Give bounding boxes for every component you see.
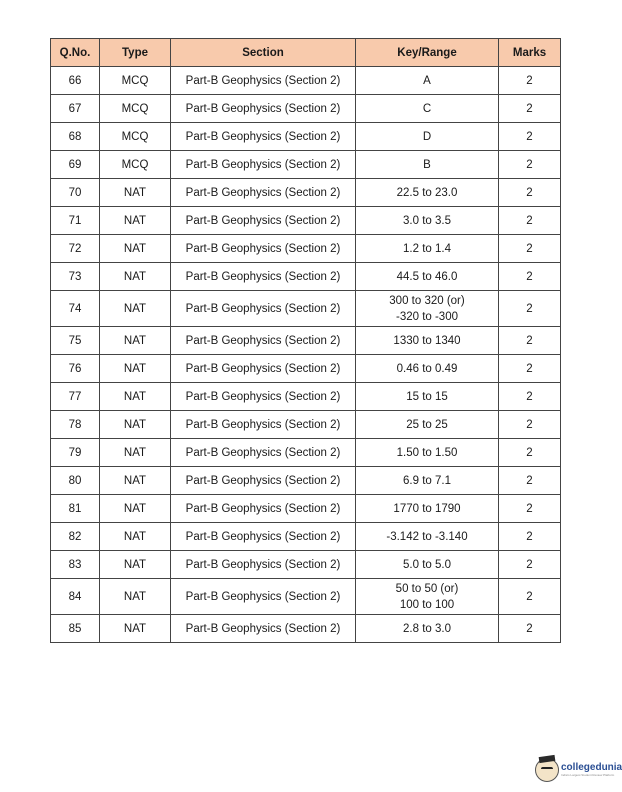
cell-type: NAT	[100, 235, 171, 263]
table-row	[51, 467, 561, 495]
cell-key-range	[356, 179, 499, 207]
table-row	[51, 207, 561, 235]
key-range-line: B	[423, 158, 431, 171]
key-range-line: 1330 to 1340	[393, 334, 461, 347]
cell-qno: 67	[51, 95, 100, 123]
logo-tagline: India's Largest Student Review Platform	[561, 773, 615, 777]
cell-type: MCQ	[100, 67, 171, 95]
cell-type: MCQ	[100, 151, 171, 179]
table-row	[51, 123, 561, 151]
table-header-row	[51, 39, 561, 67]
key-range-line: 1.50 to 1.50	[396, 446, 458, 459]
header-key-range: Key/Range	[356, 39, 499, 67]
cell-section: Part-B Geophysics (Section 2)	[171, 383, 356, 411]
cell-marks: 2	[499, 411, 561, 439]
cell-key-range	[356, 123, 499, 151]
cell-section: Part-B Geophysics (Section 2)	[171, 551, 356, 579]
cell-key-range	[356, 467, 499, 495]
cell-type: NAT	[100, 579, 171, 615]
logo-text-group	[561, 763, 622, 777]
cell-qno: 83	[51, 551, 100, 579]
cell-marks: 2	[499, 123, 561, 151]
cell-section: Part-B Geophysics (Section 2)	[171, 467, 356, 495]
cell-marks: 2	[499, 151, 561, 179]
cell-qno: 66	[51, 67, 100, 95]
table-row	[51, 67, 561, 95]
cell-qno: 68	[51, 123, 100, 151]
key-range-line: 50 to 50 (or)	[395, 582, 459, 595]
cell-type: MCQ	[100, 95, 171, 123]
cell-key-range	[356, 327, 499, 355]
table-row	[51, 439, 561, 467]
cell-key-range	[356, 523, 499, 551]
cell-key-range	[356, 67, 499, 95]
key-range-line: 5.0 to 5.0	[403, 558, 451, 571]
cell-section: Part-B Geophysics (Section 2)	[171, 151, 356, 179]
cell-qno: 82	[51, 523, 100, 551]
cell-section: Part-B Geophysics (Section 2)	[171, 291, 356, 327]
key-range-line: A	[423, 74, 431, 87]
table-row	[51, 235, 561, 263]
cell-section: Part-B Geophysics (Section 2)	[171, 523, 356, 551]
table-row	[51, 523, 561, 551]
key-range-line: 1770 to 1790	[393, 502, 461, 515]
table-row	[51, 327, 561, 355]
cell-qno: 69	[51, 151, 100, 179]
cell-section: Part-B Geophysics (Section 2)	[171, 67, 356, 95]
table-row	[51, 551, 561, 579]
key-range-line: 300 to 320 (or)	[389, 294, 465, 307]
key-range-line: 44.5 to 46.0	[396, 270, 458, 283]
cell-key-range	[356, 263, 499, 291]
cell-marks: 2	[499, 383, 561, 411]
cell-key-range	[356, 151, 499, 179]
table-row	[51, 579, 561, 615]
cell-marks: 2	[499, 207, 561, 235]
key-range-line: D	[422, 130, 432, 143]
cell-qno: 72	[51, 235, 100, 263]
cell-marks: 2	[499, 235, 561, 263]
table-row	[51, 495, 561, 523]
table-body	[51, 67, 561, 643]
cell-type: NAT	[100, 615, 171, 643]
key-range-line: 1.2 to 1.4	[403, 242, 451, 255]
cell-qno: 71	[51, 207, 100, 235]
cell-type: NAT	[100, 523, 171, 551]
key-range-line: 6.9 to 7.1	[403, 474, 451, 487]
header-qno: Q.No.	[51, 39, 100, 67]
cell-type: NAT	[100, 383, 171, 411]
key-range-line: C	[422, 102, 432, 115]
cell-key-range	[356, 383, 499, 411]
cell-section: Part-B Geophysics (Section 2)	[171, 179, 356, 207]
cell-qno: 78	[51, 411, 100, 439]
cell-key-range	[356, 551, 499, 579]
cell-type: NAT	[100, 179, 171, 207]
cell-marks: 2	[499, 95, 561, 123]
cell-section: Part-B Geophysics (Section 2)	[171, 95, 356, 123]
collegedunia-logo	[535, 755, 622, 785]
key-range-line: -320 to -300	[395, 310, 458, 323]
table-row	[51, 383, 561, 411]
cell-qno: 85	[51, 615, 100, 643]
cell-qno: 75	[51, 327, 100, 355]
cell-marks: 2	[499, 327, 561, 355]
cell-qno: 70	[51, 179, 100, 207]
cell-type: NAT	[100, 411, 171, 439]
table-row	[51, 151, 561, 179]
cell-key-range	[356, 439, 499, 467]
cell-marks: 2	[499, 291, 561, 327]
cell-qno: 74	[51, 291, 100, 327]
cell-key-range	[356, 207, 499, 235]
cell-section: Part-B Geophysics (Section 2)	[171, 411, 356, 439]
cell-type: NAT	[100, 551, 171, 579]
cell-key-range	[356, 355, 499, 383]
cell-section: Part-B Geophysics (Section 2)	[171, 495, 356, 523]
cell-section: Part-B Geophysics (Section 2)	[171, 263, 356, 291]
table-row	[51, 179, 561, 207]
cell-type: NAT	[100, 439, 171, 467]
cell-marks: 2	[499, 439, 561, 467]
key-range-line: 25 to 25	[406, 418, 448, 431]
cell-key-range	[356, 495, 499, 523]
key-range-line: 2.8 to 3.0	[403, 622, 451, 635]
cell-key-range	[356, 579, 499, 615]
cell-key-range	[356, 615, 499, 643]
cell-marks: 2	[499, 495, 561, 523]
key-range-line: -3.142 to -3.140	[386, 530, 468, 543]
cell-qno: 80	[51, 467, 100, 495]
cell-type: NAT	[100, 467, 171, 495]
cell-type: MCQ	[100, 123, 171, 151]
table-row	[51, 411, 561, 439]
cell-marks: 2	[499, 523, 561, 551]
table-row	[51, 615, 561, 643]
cell-section: Part-B Geophysics (Section 2)	[171, 123, 356, 151]
cell-type: NAT	[100, 207, 171, 235]
cell-marks: 2	[499, 615, 561, 643]
header-section: Section	[171, 39, 356, 67]
cell-marks: 2	[499, 579, 561, 615]
cell-type: NAT	[100, 291, 171, 327]
table-row	[51, 263, 561, 291]
table-row	[51, 291, 561, 327]
table-row	[51, 355, 561, 383]
cell-section: Part-B Geophysics (Section 2)	[171, 207, 356, 235]
key-range-line: 15 to 15	[406, 390, 448, 403]
cell-marks: 2	[499, 179, 561, 207]
cell-section: Part-B Geophysics (Section 2)	[171, 439, 356, 467]
cell-qno: 73	[51, 263, 100, 291]
header-type: Type	[100, 39, 171, 67]
cell-type: NAT	[100, 263, 171, 291]
cell-key-range	[356, 235, 499, 263]
cell-marks: 2	[499, 67, 561, 95]
cell-section: Part-B Geophysics (Section 2)	[171, 355, 356, 383]
cell-qno: 81	[51, 495, 100, 523]
table-row	[51, 95, 561, 123]
cell-qno: 77	[51, 383, 100, 411]
cell-type: NAT	[100, 327, 171, 355]
cell-key-range	[356, 95, 499, 123]
cell-marks: 2	[499, 263, 561, 291]
answer-key-table	[50, 38, 561, 643]
cell-key-range	[356, 411, 499, 439]
cell-marks: 2	[499, 355, 561, 383]
cell-qno: 79	[51, 439, 100, 467]
cell-type: NAT	[100, 495, 171, 523]
graduate-mascot-icon	[535, 758, 559, 782]
cell-section: Part-B Geophysics (Section 2)	[171, 579, 356, 615]
key-range-line: 3.0 to 3.5	[403, 214, 451, 227]
cell-section: Part-B Geophysics (Section 2)	[171, 615, 356, 643]
cell-qno: 76	[51, 355, 100, 383]
cell-marks: 2	[499, 467, 561, 495]
header-marks: Marks	[499, 39, 561, 67]
cell-section: Part-B Geophysics (Section 2)	[171, 327, 356, 355]
cell-qno: 84	[51, 579, 100, 615]
key-range-line: 100 to 100	[399, 598, 455, 611]
logo-text: collegedunia	[561, 762, 622, 773]
cell-section: Part-B Geophysics (Section 2)	[171, 235, 356, 263]
key-range-line: 22.5 to 23.0	[396, 186, 458, 199]
cell-marks: 2	[499, 551, 561, 579]
key-range-line: 0.46 to 0.49	[396, 362, 458, 375]
cell-key-range	[356, 291, 499, 327]
cell-type: NAT	[100, 355, 171, 383]
